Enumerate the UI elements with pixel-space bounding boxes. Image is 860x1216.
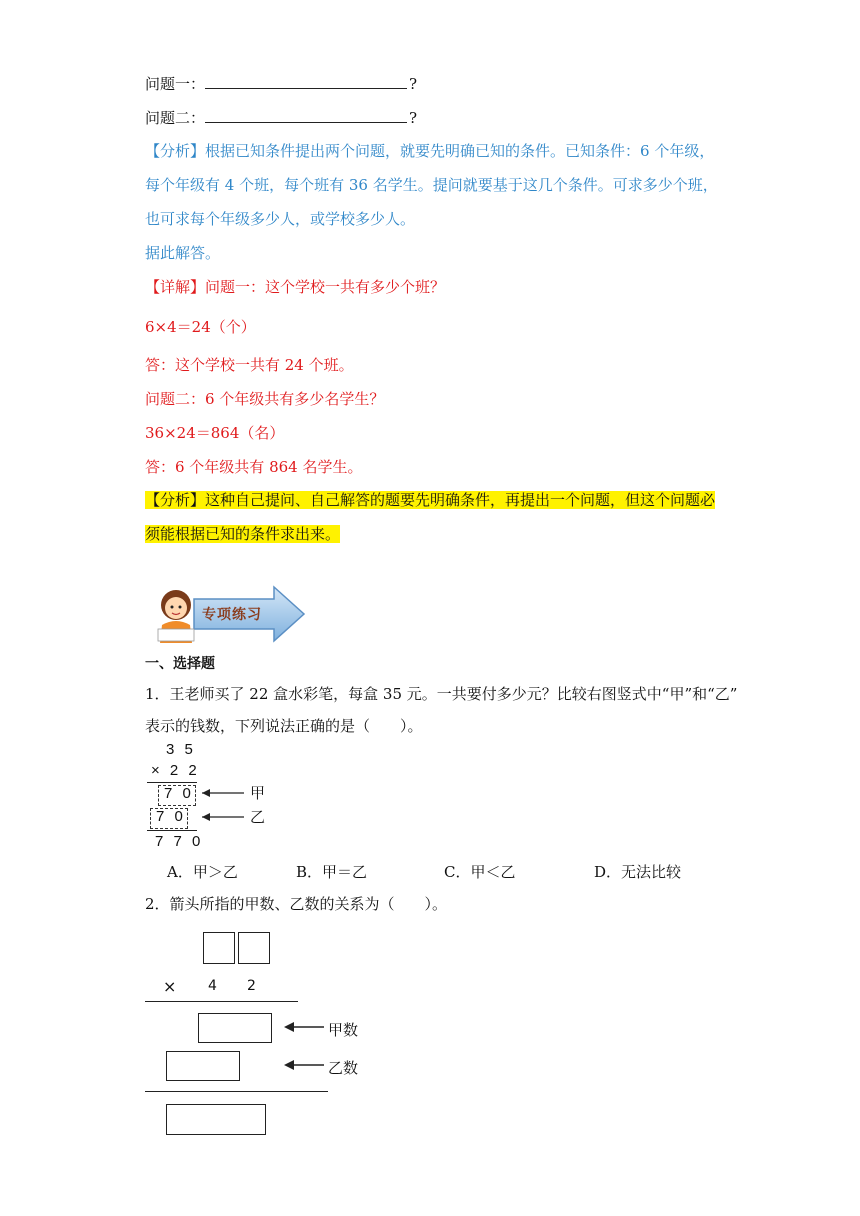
analysis2-tag: 【分析】 (145, 491, 206, 509)
multiplier-digit-4: 4 (208, 978, 217, 994)
digit-box (203, 932, 235, 964)
multiplicand: 3 5 (166, 741, 196, 758)
multiplier-digit-2: 2 (247, 978, 256, 994)
analysis2-text-2: 须能根据已知的条件求出来。 (145, 525, 341, 543)
analysis2-line-1 (145, 490, 715, 510)
analysis-line-4: 据此解答。 (145, 244, 221, 262)
question1-line-2: 表示的钱数，下列说法正确的是（ ）。 (145, 717, 423, 735)
analysis-tag: 【分析】 (145, 142, 206, 160)
question-mark: ? (409, 75, 418, 93)
detail-question-2: 问题二：6 个年级共有多少名学生？ (145, 390, 385, 408)
partial-product-1: 7 0 (164, 785, 194, 802)
detail-calc-1: 6×4＝24（个） (145, 318, 256, 336)
partial-product-yi-box (166, 1051, 240, 1081)
question2-line-1: 2．箭头所指的甲数、乙数的关系为（ ）。 (145, 895, 448, 913)
question-one-blank[interactable] (205, 73, 407, 89)
option-d[interactable]: D．无法比较 (594, 863, 682, 881)
practice-banner (150, 585, 306, 643)
multiplier: × 2 2 (151, 762, 200, 779)
label-jia-number: 甲数 (328, 1021, 359, 1039)
analysis-text: 根据已知条件提出两个问题，就要先明确已知的条件。已知条件：6 个年级， (205, 142, 715, 160)
rule-line (145, 1001, 298, 1002)
detail-answer-1: 答：这个学校一共有 24 个班。 (145, 356, 354, 374)
product: 7 7 0 (155, 833, 204, 850)
question-one-line (145, 73, 417, 94)
option-c[interactable]: C．甲＜乙 (444, 863, 516, 881)
question-two-line (145, 107, 417, 128)
question1-line-1: 1．王老师买了 22 盒水彩笔，每盒 35 元。一共要付多少元？比较右图竖式中“甲”和“乙” (145, 685, 738, 703)
analysis-line-2: 每个年级有 4 个班，每个班有 36 名学生。提问就要基于这几个条件。可求多少个班， (145, 176, 718, 194)
rule-line (147, 782, 197, 783)
analysis-line-3: 也可求每个年级多少人，或学校多少人。 (145, 210, 416, 228)
option-b[interactable]: B．甲＝乙 (296, 863, 368, 881)
multiply-sign: × (163, 977, 177, 996)
question-one-label: 问题一： (145, 75, 206, 93)
rule-line (147, 830, 197, 831)
question-two-label: 问题二： (145, 109, 206, 127)
option-a[interactable]: A．甲＞乙 (167, 863, 238, 881)
detail-tag: 【详解】 (145, 278, 206, 296)
analysis2-line-2 (145, 524, 340, 544)
detail-question-1: 问题一：这个学校一共有多少个班？ (205, 278, 446, 296)
analysis2-text: 这种自己提问、自己解答的题要先明确条件，再提出一个问题，但这个问题必 (205, 491, 716, 509)
section-title: 一、选择题 (145, 656, 215, 672)
arrow-left-icon (198, 787, 248, 827)
banner-label: 专项练习 (202, 607, 262, 623)
digit-box (238, 932, 270, 964)
rule-line (145, 1091, 328, 1092)
question-two-blank[interactable] (205, 107, 407, 123)
question-mark: ? (409, 109, 418, 127)
detail-calc-2: 36×24＝864（名） (145, 424, 285, 442)
label-yi: 乙 (250, 808, 266, 826)
partial-product-2: 7 0 (156, 808, 186, 825)
product-box (166, 1104, 266, 1135)
detail-answer-2: 答：6 个年级共有 864 名学生。 (145, 458, 363, 476)
arrow-left-icon (282, 1018, 326, 1078)
partial-product-jia-box (198, 1013, 272, 1043)
label-jia: 甲 (250, 784, 266, 802)
label-yi-number: 乙数 (328, 1059, 359, 1077)
detail-line-1 (145, 277, 445, 297)
analysis-line-1 (145, 141, 714, 161)
